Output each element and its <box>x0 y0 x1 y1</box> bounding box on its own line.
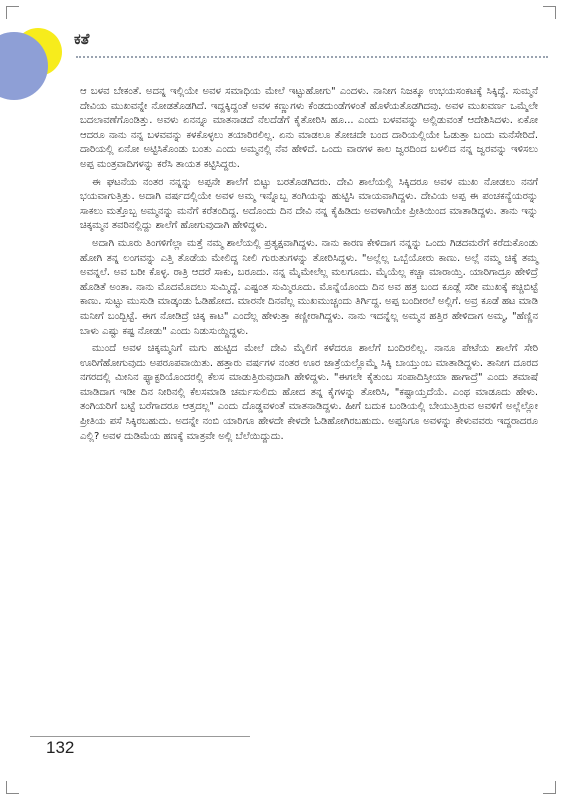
crop-mark-top-right <box>543 6 556 19</box>
paragraph: ಮುಂದೆ ಅವಳ ಚಿಕ್ಕಮ್ಮನಿಗೆ ಮಗು ಹುಟ್ಟಿದ ಮೇಲೆ ದೇವಿ ಮೈಲಿಗೆ ಕಳೆದರೂ ಶಾಲೆಗೆ ಬಂದಿರಲಿಲ್ಲ. ನಾನೂ ಪೇಟೆಯ ಶಾಲೆಗೆ ಸೇರಿ ಊರಿಗೆಹೋಗುವುದು ಅಪರೂಪವಾಯಿತು. ಹತ್ತಾರು ವರ್ಷಗಳ ನಂತರ ಊರ ಜಾತ್ರೆಯಲ್ಲೊಮ್ಮೆ ಸಿಕ್ಕಿ ಬಾಯ್ತುಂಬ ಮಾತಾಡಿದ್ದಳು. ತಾನೀಗ ದೂರದ ನಗರದಲ್ಲಿ ಮೀನಿನ ಫ್ಯಾಕ್ಟರಿಯೊಂದರಲ್ಲಿ ಕೆಲಸ ಮಾಡುತ್ತಿರುವುದಾಗಿ ಹೇಳಿದ್ದಳು. "ಈಗಲೇ ಕೈತುಂಬ ಸಂಪಾದಿಸ್ತೀಯಾ ಹಾಗಾದ್ರೆ" ಎಂದು ತಮಾಷೆ ಮಾಡಿದಾಗ ಇಡೀ ದಿನ ನೀರಿನಲ್ಲಿ ಕೆಲಸಮಾಡಿ ಚರ್ಮಸುಲಿದು ಹೋದ ತನ್ನ ಕೈಗಳನ್ನು ತೋರಿಸಿ, "ಕಷ್ಟಾಯ್ತದೆಯೆ. ಎಂಥ ಮಾಡೂದು ಹೇಳು. ತಂಗಿಯರಿಗೆ ಬಟ್ಟೆ ಬರೆಗಾದರೂ ಆತ್ತದಲ್ಲ" ಎಂದು ದೊಡ್ಡವಳಂತೆ ಮಾತನಾಡಿದ್ದಳು. ಹೀಗೆ ಬದುಕ ಬಂಡಿಯಲ್ಲಿ ಬೇಯುತ್ತಿರುವ ಅವಳಿಗೆ ಅಲ್ಲೆಲ್ಲೋ ಪ್ರೀತಿಯ ಪಸೆ ಸಿಕ್ಕಿರಬಹುದು. ಅದನ್ನೇ ನಂಬಿ ಯಾರಿಗೂ ಹೇಳದೇ ಕೇಳದೇ ಓಡಿಹೋಗಿರಬಹುದು. ಅಪ್ಪನಿಗೂ ಅವಳನ್ನು ಕೇಳುವವರು ಇದ್ದರಾದರೂ ಎಲ್ಲಿ? ಅವಳ ದುಡಿಮೆಯ ಹಣಕ್ಕೆ ಮಾತ್ರವೇ ಅಲ್ಲಿ ಬೆಲೆಯಿದ್ದುದು. <box>80 343 538 442</box>
paragraph: ಅದಾಗಿ ಮೂರು ತಿಂಗಳಿಗೆಲ್ಲಾ ಮತ್ತೆ ನಮ್ಮ ಶಾಲೆಯಲ್ಲಿ ಪ್ರತ್ಯಕ್ಷವಾಗಿದ್ದಳು. ನಾನು ಕಾರಣ ಕೇಳಿದಾಗ ನನ್ನನ್ನು ಒಂದು ಗಿಡದಮರೆಗೆ ಕರೆದುಕೊಂಡು ಹೋಗಿ ತನ್ನ ಲಂಗವನ್ನು ಎತ್ತಿ ತೊಡೆಯ ಮೇಲಿದ್ದ ನೀಲಿ ಗುರುತುಗಳನ್ನು ತೋರಿಸಿದ್ದಳು. "ಅಲ್ಲೆಲ್ಲ ಒಬ್ಬೆಯೋರು ಕಾಣು. ಅಲ್ಲೆ ನಮ್ಮ ಚಿಕ್ಕೆ ತಮ್ಮ ಅವನ್ನಲೆ. ಅವ ಬರೀ ಕೊಳ್ಳ. ರಾತ್ರಿ ಆದರೆ ಸಾಕು, ಬರೂದು. ನನ್ನ ಮೈಮೇಲೆಲ್ಲ ಮಲಗೂದು. ಮೈಯೆಲ್ಲ ಕಚ್ಚಾ ಮಾರಾಯ್ತಿ. ಯಾರಿಗಾದ್ರೂ ಹೇಳಿದ್ರೆ ಹೊಡಿತೆ ಅಂತಾ. ನಾನು ಮೊದಮೊದಲು ಸುಮ್ಮಿದ್ದೆ. ಎಷ್ಟಂತ ಸುಮ್ಮಿರೂದು. ಮೊನ್ನೆಯೊಂದು ದಿನ ಅವ ಹತ್ರ ಬಂದ ಕೂಡ್ಲೆ ಸರೀ ಮುಖಕ್ಕೆ ಕಚ್ಚಿಬಿಟ್ಟೆ ಕಾಣು. ಸುಟ್ಟು ಮುಸುಡಿ ಮಾಡ್ಕಂಡು ಓಡಿಹೋದ. ಮಾರನೇ ದಿನವೆಲ್ಲ ಮುಖಮುಚ್ಚಂದು ತಿರ್ಗಿದ್ದ. ಅಪ್ಪ ಬಂದೀರಲೆ ಅಲ್ಲಿಗೆ. ಅವ್ರ ಕೂಡೆ ಹಟ ಮಾಡಿ ಮನೀಗೆ ಬಂದ್ಬಿಟ್ಟೆ. ಈಗ ನೋಡಿದ್ರೆ ಚಿಕ್ಕ ಕಾಟ" ಎಂದೆಲ್ಲ ಹೇಳುತ್ತಾ ಕಣ್ಣೀರಾಗಿದ್ದಳು. ನಾನು ಇದನ್ನೆಲ್ಲ ಅಮ್ಮನ ಹತ್ತಿರ ಹೇಳಿದಾಗ ಅಮ್ಮ, "ಹೆಣ್ಣಿನ ಬಾಳು ಎಷ್ಟು ಕಷ್ಟ ನೋಡು" ಎಂದು ನಿಡುಸುಯ್ದಿದ್ದಳು. <box>80 237 538 337</box>
story-body <box>80 85 538 447</box>
decorative-circles <box>0 0 90 110</box>
paragraph: ಆ ಬಳವ ಬೇಕಂತೆ. ಅದನ್ನ ಇಲ್ಲಿಯೇ ಅವಳ ಸಮಾಧಿಯ ಮೇಲೆ ಇಟ್ಟುಹೋಗು" ಎಂದಳು. ನಾನೀಗ ನಿಜಕ್ಕೂ ಉಭಯಸಂಕಟಕ್ಕೆ ಸಿಕ್ಕಿದ್ದೆ. ಸುಮ್ಮನೆ ದೇವಿಯ ಮುಖವನ್ನೇ ನೋಡತೊಡಗಿದೆ. ಇದ್ದಕ್ಕಿದ್ದಂತೆ ಅವಳ ಕಣ್ಣುಗಳು ಕೆಂಡದುಂಡೆಗಳಂತೆ ಹೊಳೆಯತೊಡಗಿದವು. ಅವಳ ಮುಖವರ್ಣ ಒಮ್ಮೆಲೇ ಬದಲಾವಣೆಗೊಂಡಿತ್ತು. ಅವಳು ಏನನ್ನೂ ಮಾತನಾಡದೆ ನೆಲದೆಡೆಗೆ ಕೈತೋರಿಸಿ ಹೂ... ಎಂದು ಬಳವವನ್ನು ಅಲ್ಲಿಡುವಂತೆ ಆದೇಶಿಸಿದಳು. ಏಕೋ ಆದರೂ ನಾನು ನನ್ನ ಬಳವವನ್ನು ಕಳಕೊಳ್ಳಲು ತಯಾರಿರಲಿಲ್ಲ. ಏನು ಮಾಡಲೂ ತೋಚದೇ ಬಂದ ದಾರಿಯಲ್ಲಿಯೇ ಓಡುತ್ತಾ ಬಂದು ಮನೆಸೇರಿದೆ. ದಾರಿಯಲ್ಲಿ ಏನೋ ಅಟ್ಟಿಸಿಕೊಂಡು ಬಂತು ಎಂದು ಅಮ್ಮನಲ್ಲಿ ನೆವ ಹೇಳಿದೆ. ಒಂದು ವಾರಗಳ ಕಾಲ ಜ್ವರದಿಂದ ಬಳಲಿದ ನನ್ನ ಜ್ವರವನ್ನು ಇಳಿಸಲು ಅಪ್ಪ ಮಂತ್ರವಾದಿಗಳನ್ನು ಕರೆಸಿ ತಾಯತ ಕಟ್ಟಿಸಿದ್ದರು. <box>80 86 538 170</box>
section-title: ಕತೆ <box>74 30 90 48</box>
crop-mark-bottom-right <box>543 781 556 794</box>
header-dotted-divider <box>76 56 548 58</box>
crop-mark-bottom-left <box>6 781 19 794</box>
footer-rule <box>30 736 250 737</box>
page-number: 132 <box>46 738 75 757</box>
paragraph: ಈ ಘಟನೆಯ ನಂತರ ನನ್ನನ್ನು ಅಪ್ಪನೇ ಶಾಲೆಗೆ ಬಿಟ್ಟು ಬರತೊಡಗಿದರು. ದೇವಿ ಶಾಲೆಯಲ್ಲಿ ಸಿಕ್ಕಿದರೂ ಅವಳ ಮುಖ ನೋಡಲು ನನಗೆ ಭಯವಾಗುತ್ತಿತ್ತು. ಅದಾಗಿ ವರ್ಷದಲ್ಲಿಯೇ ಅವಳ ಅಮ್ಮ ಇನ್ನೊಬ್ಬ ತಂಗಿಯನ್ನು ಹುಟ್ಟಿಸಿ ಮಾಯವಾಗಿದ್ದಳು. ದೇವಿಯ ಅಪ್ಪ ಈ ಪಂಚಕನ್ಯೆಯರನ್ನು ಸಾಕಲು ಮತ್ತೊಬ್ಬ ಅಮ್ಮನನ್ನು ಮನೆಗೆ ಕರೆತಂದಿದ್ದ. ಅದೊಂದು ದಿನ ದೇವಿ ನನ್ನ ಕೈಹಿಡಿದು ಅವಳಾಗಿಯೇ ಪ್ರೀತಿಯಿಂದ ಮಾತಾಡಿದ್ದಳು. ತಾನು ಇನ್ನು ಚಿಕ್ಕಮ್ಮನ ತವರಿನಲ್ಲಿದ್ದು ಶಾಲೆಗೆ ಹೋಗುವುದಾಗಿ ಹೇಳಿದ್ದಳು. <box>80 176 538 232</box>
